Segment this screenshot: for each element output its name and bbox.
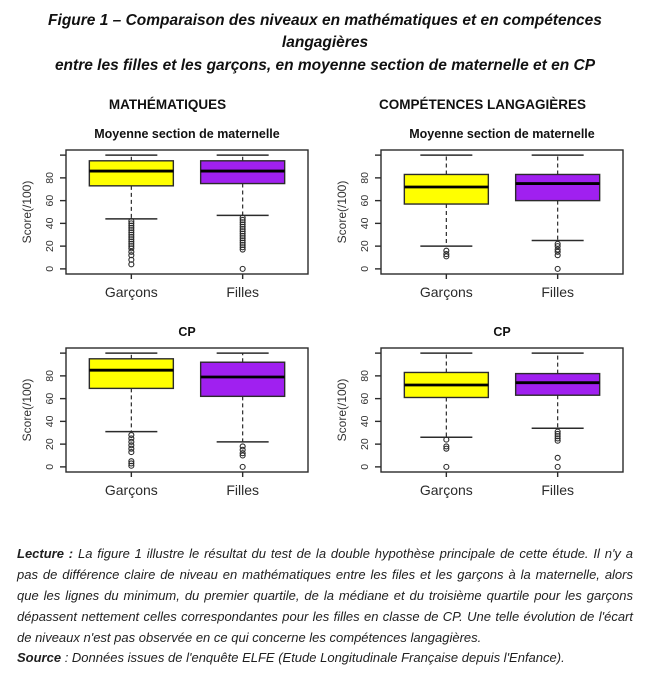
y-tick-label: 0: [43, 464, 56, 471]
boxplot-panel: [17, 124, 318, 322]
y-tick-label: 0: [358, 266, 371, 273]
box-boys: [89, 359, 173, 389]
lecture-label: Lecture :: [17, 546, 74, 562]
box-girls: [515, 175, 599, 201]
boxplot-panel: [17, 322, 318, 520]
column-header-math: MATHÉMATIQUES: [108, 97, 227, 113]
box-boys: [404, 175, 488, 205]
plot-frame: [381, 150, 623, 274]
source-text: : Données issues de l'enquête ELFE (Etude Longitudinale Française depuis l'Enfance).: [61, 650, 565, 666]
y-tick-label: 40: [43, 415, 56, 428]
y-tick-label: 0: [358, 464, 371, 471]
y-axis-label: Score(/100): [19, 181, 34, 244]
box-girls: [515, 374, 599, 396]
category-label: Garçons: [104, 284, 158, 301]
figure-title-line2: entre les filles et les garçons, en moyenne section de maternelle et en CP: [54, 56, 596, 74]
boxplot-svg: [335, 124, 631, 322]
y-axis-label: Score(/100): [19, 379, 34, 442]
boxplot-panel: [332, 124, 633, 322]
y-tick-label: 80: [43, 172, 56, 185]
figure-title: [17, 10, 633, 77]
y-tick-label: 20: [358, 438, 371, 451]
box-boys: [89, 161, 173, 186]
y-tick-label: 60: [358, 195, 371, 207]
y-tick-label: 20: [43, 438, 56, 451]
panel-title: CP: [177, 325, 196, 340]
panel-title: CP: [492, 325, 511, 340]
category-label: Garçons: [104, 482, 158, 499]
boxplot-svg: [335, 322, 631, 520]
category-label: Filles: [225, 284, 259, 301]
y-tick-label: 80: [358, 370, 371, 383]
panel-title: Moyenne section de maternelle: [408, 127, 595, 142]
column-header-language: COMPÉTENCES LANGAGIÈRES: [378, 97, 587, 113]
y-tick-label: 80: [358, 172, 371, 185]
category-label: Filles: [540, 284, 574, 301]
y-tick-label: 0: [43, 266, 56, 273]
y-tick-label: 40: [358, 415, 371, 428]
figure-caption: [17, 544, 633, 669]
source-paragraph: [17, 648, 633, 669]
category-label: Filles: [225, 482, 259, 499]
panels-grid: [17, 93, 633, 520]
figure-title-line1: Figure 1 – Comparaison des niveaux en mathématiques et en compétences langagières: [48, 12, 602, 52]
category-label: Garçons: [419, 284, 473, 301]
y-tick-label: 60: [358, 393, 371, 405]
y-axis-label: Score(/100): [334, 181, 349, 244]
source-label: Source: [17, 650, 62, 666]
y-axis-label: Score(/100): [334, 379, 349, 442]
y-tick-label: 20: [43, 240, 56, 253]
box-girls: [200, 363, 284, 397]
y-tick-label: 40: [358, 217, 371, 230]
boxplot-svg: [20, 322, 316, 520]
y-tick-label: 60: [43, 393, 56, 405]
lecture-text: La figure 1 illustre le résultat du test de la double hypothèse principale de cette étude. Il n'y a pas de différence claire de niveau en mathématiques entre les files et les garçons à la maternelle, alors que les lignes du minimum, du premier quartile, de la médiane et du troisième quartile pour les garçons dépassent nettement celles correspondantes pour les filles en classe de CP. Une telle évolution de l'écart de niveaux n'est pas observée en ce qui concerne les compétences langagières.: [17, 546, 634, 645]
plot-frame: [381, 348, 623, 472]
boxplot-svg: [20, 124, 316, 322]
category-label: Filles: [540, 482, 574, 499]
y-tick-label: 20: [358, 240, 371, 253]
boxplot-panel: [332, 322, 633, 520]
panel-title: Moyenne section de maternelle: [93, 127, 280, 142]
category-label: Garçons: [419, 482, 473, 499]
y-tick-label: 80: [43, 370, 56, 383]
y-tick-label: 40: [43, 217, 56, 230]
lecture-paragraph: [17, 544, 633, 648]
y-tick-label: 60: [43, 195, 56, 207]
